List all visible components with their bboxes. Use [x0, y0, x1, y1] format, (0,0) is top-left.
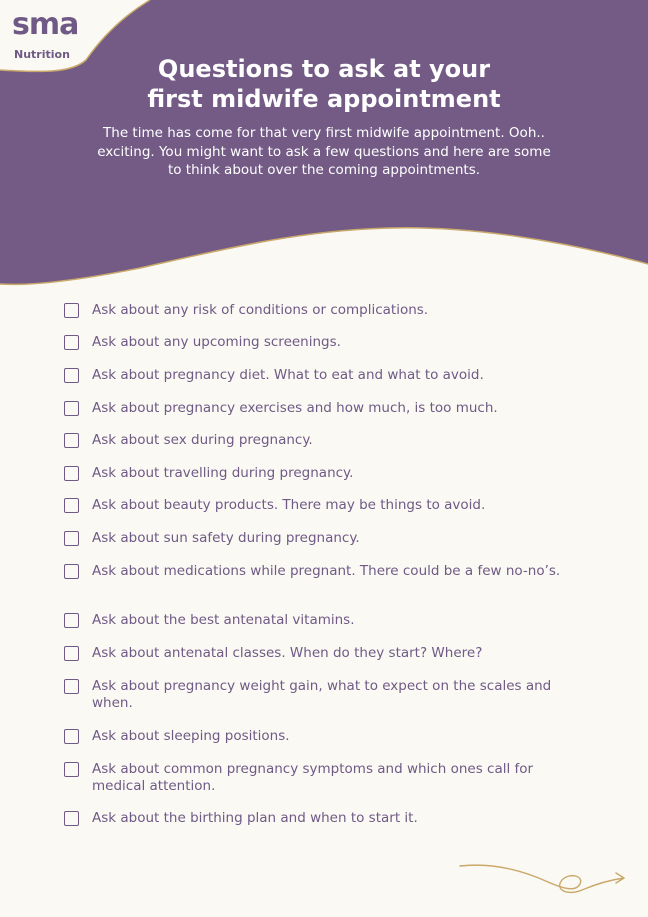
checklist-item-label: Ask about medications while pregnant. There could be a few no-no’s. [92, 563, 561, 579]
checkbox[interactable] [64, 531, 79, 546]
checklist-item[interactable] [64, 400, 584, 417]
intro-text: The time has come for that very first midwife appointment. Ooh.. exciting. You might want to ask a few questions and here are some to think about over the coming appointments. [97, 125, 551, 178]
checkbox[interactable] [64, 401, 79, 416]
checkbox[interactable] [64, 466, 79, 481]
checklist-item[interactable] [64, 497, 584, 514]
checkbox[interactable] [64, 433, 79, 448]
checkbox[interactable] [64, 679, 79, 694]
checklist-item[interactable] [64, 432, 584, 449]
checklist-item[interactable] [64, 761, 584, 795]
checklist-item[interactable] [64, 810, 584, 827]
checkbox[interactable] [64, 646, 79, 661]
checklist-item-label: Ask about any upcoming screenings. [92, 334, 341, 350]
checkbox[interactable] [64, 303, 79, 318]
checkbox[interactable] [64, 368, 79, 383]
logo-wordmark: sma [12, 7, 79, 42]
checklist-item-label: Ask about the best antenatal vitamins. [92, 612, 355, 628]
checklist-item[interactable] [64, 530, 584, 547]
checklist-item[interactable] [64, 645, 584, 662]
checklist-item-label: Ask about sleeping positions. [92, 728, 290, 744]
checklist-item[interactable] [64, 367, 584, 384]
checklist-item-label: Ask about any risk of conditions or complications. [92, 302, 429, 318]
checkbox[interactable] [64, 498, 79, 513]
checkbox[interactable] [64, 762, 79, 777]
checklist-item-label: Ask about antenatal classes. When do they start? Where? [92, 645, 483, 661]
checkbox[interactable] [64, 811, 79, 826]
checkbox[interactable] [64, 729, 79, 744]
checklist-item[interactable] [64, 334, 584, 351]
title-line-1: Questions to ask at your [157, 55, 491, 83]
checklist-item-label: Ask about travelling during pregnancy. [92, 465, 354, 481]
checklist-item-label: Ask about pregnancy diet. What to eat and what to avoid. [92, 367, 484, 383]
checklist-item-label: Ask about sex during pregnancy. [92, 432, 313, 448]
checklist-item-label: Ask about beauty products. There may be things to avoid. [92, 497, 486, 513]
page-title [0, 54, 648, 114]
title-line-2: first midwife appointment [147, 85, 501, 113]
checklist-item-label: Ask about pregnancy weight gain, what to expect on the scales and when. [92, 678, 552, 711]
checklist-item-label: Ask about common pregnancy symptoms and which ones call for medical attention. [92, 761, 534, 794]
checklist-item[interactable] [64, 612, 584, 629]
checklist-item-label: Ask about pregnancy exercises and how much, is too much. [92, 400, 498, 416]
checklist-item[interactable] [64, 728, 584, 745]
checkbox[interactable] [64, 564, 79, 579]
checklist-item[interactable] [64, 465, 584, 482]
checkbox[interactable] [64, 613, 79, 628]
checklist-item[interactable] [64, 563, 584, 580]
checkbox[interactable] [64, 335, 79, 350]
checklist-item-label: Ask about sun safety during pregnancy. [92, 530, 360, 546]
checklist-item[interactable] [64, 678, 584, 712]
logo-subtext: Nutrition [14, 48, 70, 61]
checklist-item[interactable] [64, 302, 584, 319]
decorative-flourish [456, 858, 631, 898]
checklist-item-label: Ask about the birthing plan and when to start it. [92, 810, 418, 826]
